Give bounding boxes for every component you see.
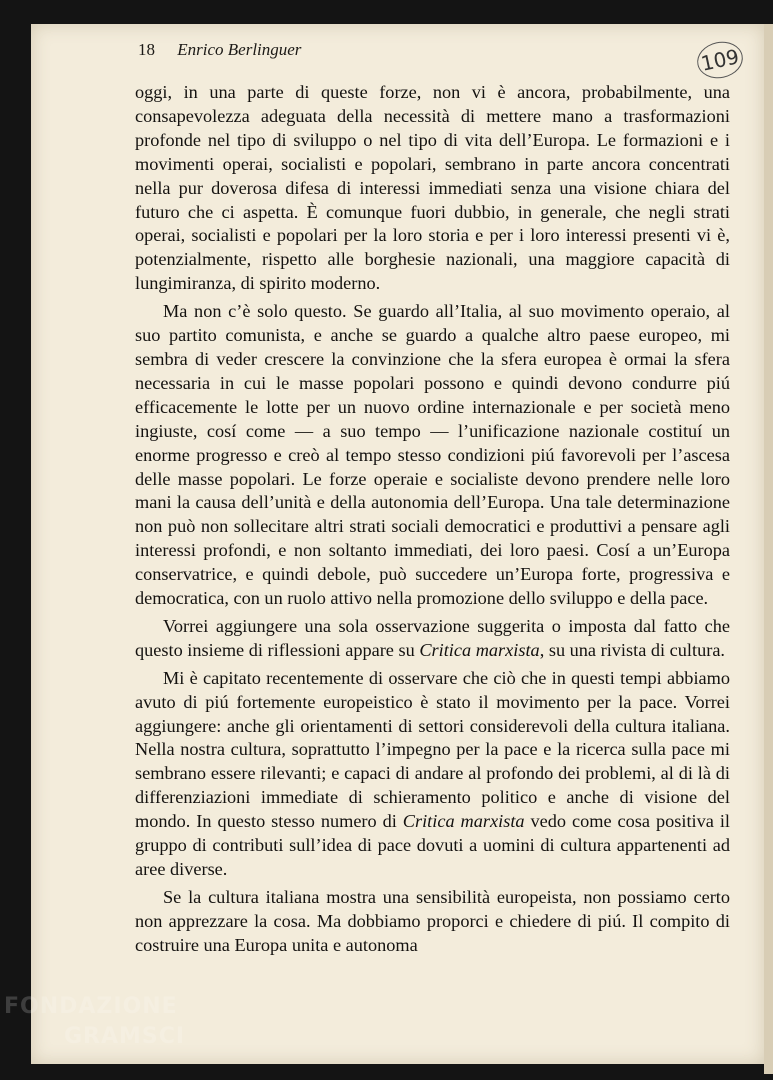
paragraph-4: Mi è capitato recentemente di osservare che ciò che in questi tempi abbiamo avuto di piú fortemente europeistico è stato il movimento per la pace. Vorrei aggiungere: anche gli orientamenti di settori considerevoli della cultura italiana. Nella nostra cultura, soprattutto l’impegno per la pace e la ricerca sulla pace mi sembrano essere rilevanti; e capaci di andare al profondo dei problemi, al di là di differenziazioni immediate di schieramento politico e anche di visione del mondo. In questo stesso numero di Critica marxista vedo come cosa positiva il gruppo di contributi sull’idea di pace dovuti a uomini di cultura appartenenti ad aree diverse.	[135, 667, 730, 879]
archive-stamp	[694, 38, 746, 83]
page-edge	[764, 24, 773, 1074]
book-page	[31, 24, 764, 1064]
stamp-number: 109	[698, 44, 742, 76]
paragraph-3: Vorrei aggiungere una sola osservazione suggerita o imposta dal fatto che questo insieme di riflessioni appare su Critica marxista, su una rivista di cultura.	[135, 615, 730, 660]
running-header	[138, 40, 638, 60]
watermark-line-1: FONDAZIONE	[4, 994, 178, 1019]
paragraph-2: Ma non c’è solo questo. Se guardo all’Italia, al suo movimento operaio, al suo partito comunista, e anche se guardo a qualche altro paese europeo, mi sembra di veder crescere la convinzione che la sfera europea è ormai la sfera necessaria in cui le masse popolari possono e quindi devono condurre piú efficacemente le lotte per un nuovo ordine internazionale e per società meno ingiuste, cosí come — a suo tempo — l’unificazione nazionale costituí un enorme progresso e creò al tempo stesso condizioni piú favorevoli per l’ascesa delle masse popolari. Le forze operaie e socialiste devono prendere nelle loro mani la causa dell’unità e della autonomia dell’Europa. Una tale determinazione non può non sollecitare altri strati sociali democratici e produttivi a pensare agli interessi profondi, e non soltanto immediati, dei loro paesi. Cosí a un’Europa conservatrice, e quindi debole, può succedere un’Europa forte, progressiva e democratica, con un ruolo attivo nella promozione dello sviluppo e della pace.	[135, 301, 730, 609]
paragraph-5: Se la cultura italiana mostra una sensibilità europeista, non possiamo certo non apprezzare la cosa. Ma dobbiamo proporci e chiedere di piú. Il compito di costruire una Europa unita e autonoma	[135, 886, 730, 955]
paragraph-1: oggi, in una parte di queste forze, non vi è ancora, probabilmente, una consapevolezza adeguata della necessità di mettere mano a trasformazioni profonde nel tipo di sviluppo o nel tipo di vita dell’Europa. Le formazioni e i movimenti operai, socialisti e popolari, sembrano in parte ancora concentrati nella pur doverosa difesa di interessi immediati senza una visione chiara del futuro che ci aspetta. È comunque fuori dubbio, in generale, che negli strati operai, socialisti e popolari per la loro storia e per i loro interessi presenti vi è, potenzialmente, rispetto alle borghesie nazionali, una maggiore capacità di lungimiranza, di spirito moderno.	[135, 82, 730, 294]
running-head-author: Enrico Berlinguer	[177, 40, 302, 59]
body-text	[135, 81, 730, 962]
foundation-watermark	[4, 992, 184, 1062]
page-number: 18	[138, 40, 155, 59]
watermark-line-2: GRAMSCI	[64, 1024, 186, 1049]
